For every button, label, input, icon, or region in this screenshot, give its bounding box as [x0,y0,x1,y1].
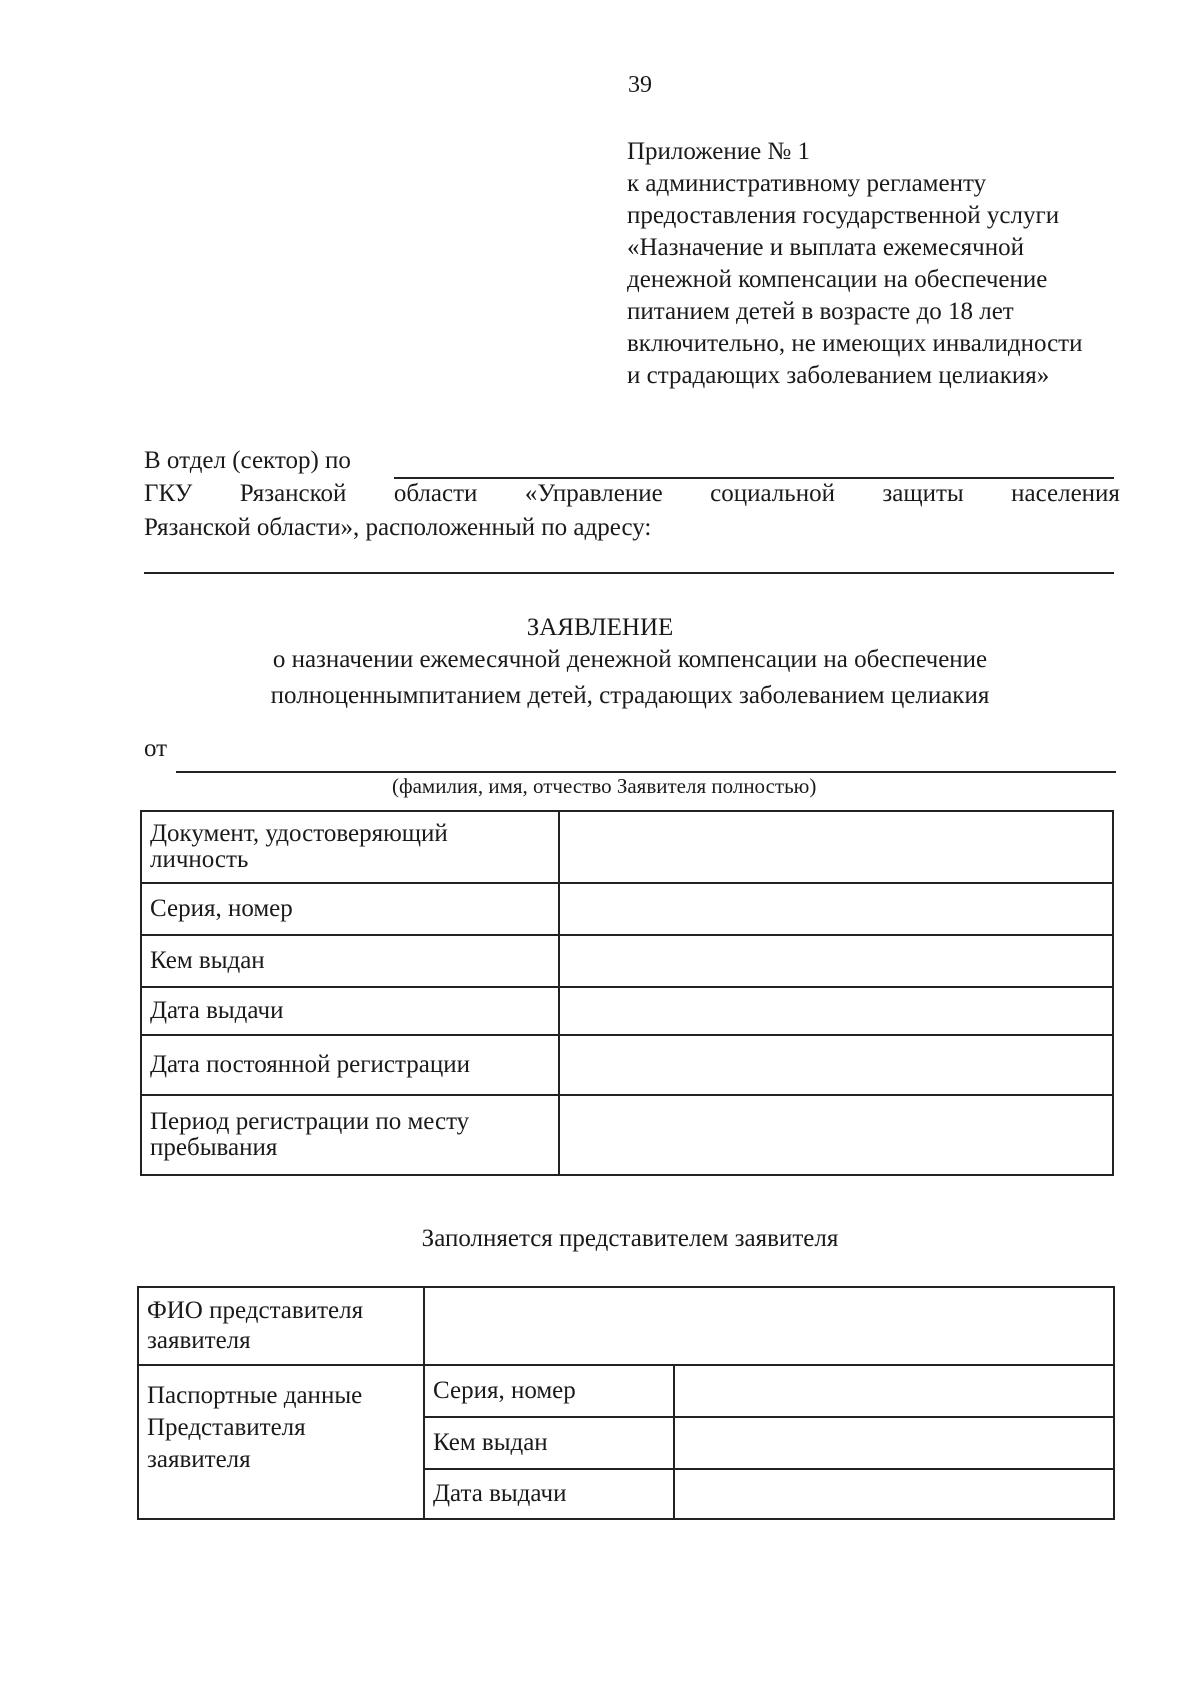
row-value-field[interactable] [559,935,1113,987]
representative-passport-label: Паспортные данные Представителя заявителя [138,1365,424,1519]
address-word: ГКУ [144,480,193,507]
document-title: ЗАЯВЛЕНИЕ [526,614,674,641]
department-blank-line[interactable] [394,477,1114,479]
representative-fio-field[interactable] [424,1287,1114,1365]
address-blank-line[interactable] [144,572,1114,574]
address-organization-line [144,480,1120,508]
address-word: Рязанской [239,480,347,507]
document-subtitle: о назначении ежемесячной денежной компенсации на обеспечение [272,646,988,673]
appendix-line: предоставления государственной услуги [627,202,1060,229]
document-subtitle: полноценнымпитанием детей, страдающих заболеванием целиакия [270,682,990,709]
address-word: защиты [882,480,964,507]
applicant-name-blank-line[interactable] [176,771,1116,773]
from-label: от [144,735,168,762]
address-word: области [393,480,478,507]
table-row [141,883,1113,935]
row-label: Кем выдан [424,1417,674,1469]
row-value-field[interactable] [559,811,1113,883]
address-word: «Управление [524,480,663,507]
row-value-field[interactable] [559,987,1113,1035]
table-row [141,935,1113,987]
table-row [141,1095,1113,1175]
row-label: Серия, номер [424,1365,674,1417]
appendix-line: денежной компенсации на обеспечение [627,266,1048,293]
appendix-line: включительно, не имеющих инвалидности [627,330,1083,357]
representative-table [137,1286,1115,1520]
row-label: Период регистрации по месту пребывания [141,1095,559,1175]
appendix-line: Приложение № 1 [627,138,811,165]
row-value-field[interactable] [559,883,1113,935]
page-number: 39 [628,72,652,98]
table-row [138,1287,1114,1365]
row-value-field[interactable] [674,1365,1114,1417]
table-row [141,1035,1113,1095]
row-value-field[interactable] [674,1469,1114,1519]
row-label: Документ, удостоверяющий личность [141,811,559,883]
appendix-line: питанием детей в возрасте до 18 лет [627,298,1014,325]
address-location-label: Рязанской области», расположенный по адресу: [144,514,652,541]
applicant-name-caption: (фамилия, имя, отчество Заявителя полностью) [392,774,817,798]
row-label: Кем выдан [141,935,559,987]
address-department-label: В отдел (сектор) по [144,447,351,474]
row-label: Серия, номер [141,883,559,935]
row-value-field[interactable] [559,1095,1113,1175]
table-row [138,1365,1114,1417]
address-word: социальной [710,480,835,507]
applicant-document-table [140,810,1114,1176]
appendix-line: и страдающих заболеванием целиакия» [627,362,1050,389]
row-label: Дата постоянной регистрации [141,1035,559,1095]
row-label: Дата выдачи [141,987,559,1035]
row-value-field[interactable] [559,1035,1113,1095]
table-row [141,987,1113,1035]
table-row [141,811,1113,883]
representative-heading: Заполняется представителем заявителя [421,1225,839,1252]
appendix-line: к административному регламенту [627,170,987,197]
appendix-line: «Назначение и выплата ежемесячной [627,234,1024,261]
appendix-header [627,136,1147,392]
representative-fio-label: ФИО представителя заявителя [138,1287,424,1365]
row-value-field[interactable] [674,1417,1114,1469]
address-word: населения [1011,480,1120,507]
row-label: Дата выдачи [424,1469,674,1519]
